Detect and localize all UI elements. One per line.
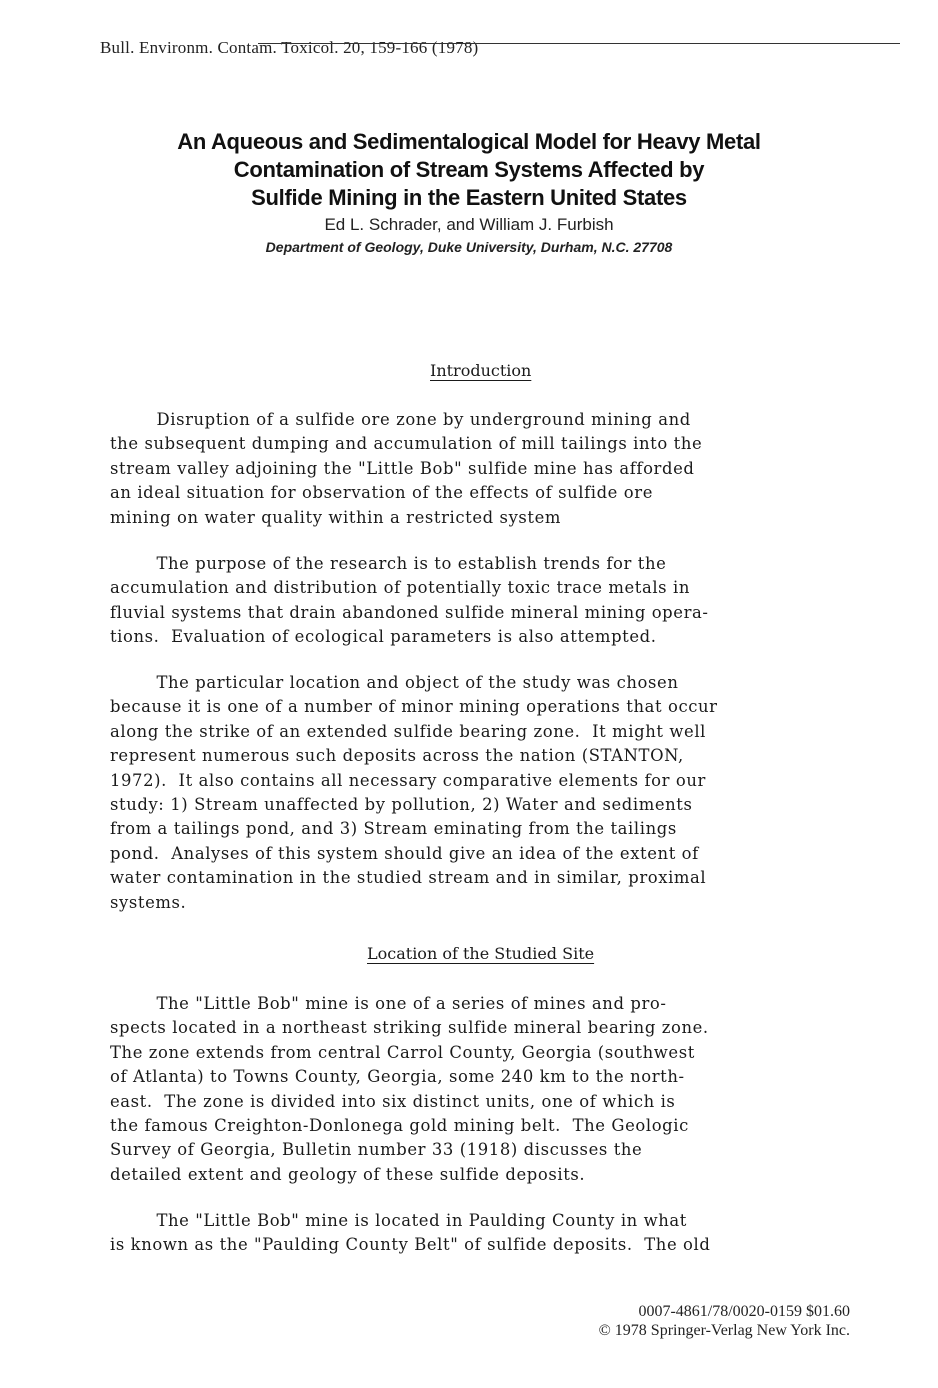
text-line: The "Little Bob" mine is one of a series of mines and pro- [110, 994, 667, 1013]
text-line: Disruption of a sulfide ore zone by underground mining and [110, 410, 691, 429]
text-line: east. The zone is divided into six distinct units, one of which is [110, 1091, 676, 1111]
journal-citation: Bull. Environm. Contam. Toxicol. 20, 159-166 (1978) [100, 38, 479, 57]
text-line: pond. Analyses of this system should give an idea of the extent of [110, 843, 699, 863]
authors: Ed L. Schrader, and William J. Furbish [324, 215, 614, 234]
text-line: stream valley adjoining the "Little Bob" sulfide mine has afforded [110, 458, 695, 478]
text-line: the subsequent dumping and accumulation of mill tailings into the [110, 434, 703, 454]
affiliation: Department of Geology, Duke University, Durham, N.C. 27708 [265, 239, 673, 255]
paper-title-line-3: Sulfide Mining in the Eastern United States [251, 185, 687, 210]
text-line: tions. Evaluation of ecological parameters is also attempted. [110, 627, 657, 647]
text-line: 1972). It also contains all necessary comparative elements for our [110, 770, 706, 790]
text-line: spects located in a northeast striking sulfide mineral bearing zone. [110, 1018, 709, 1038]
text-line: accumulation and distribution of potentially toxic trace metals in [110, 578, 690, 598]
paper-title-line-1: An Aqueous and Sedimentalogical Model for Heavy Metal [177, 129, 761, 154]
text-line: from a tailings pond, and 3) Stream eminating from the tailings [110, 819, 677, 839]
paragraph [110, 671, 842, 915]
text-line: water contamination in the studied stream and in similar, proximal [110, 868, 707, 888]
text-line: is known as the "Paulding County Belt" of sulfide deposits. The old [110, 1235, 711, 1255]
text-line: along the strike of an extended sulfide bearing zone. It might well [110, 721, 707, 741]
text-line: The particular location and object of the study was chosen [110, 673, 679, 692]
paragraph [110, 408, 842, 530]
text-line: represent numerous such deposits across the nation (STANTON, [110, 746, 684, 766]
paper-title-line-2: Contamination of Stream Systems Affected by [233, 157, 705, 182]
text-line: systems. [110, 892, 187, 912]
footer [599, 1302, 850, 1340]
text-line: fluvial systems that drain abandoned sulfide mineral mining opera- [110, 602, 709, 622]
text-line: study: 1) Stream unaffected by pollution, 2) Water and sediments [110, 795, 693, 815]
paragraph [110, 552, 842, 650]
header-rule [258, 43, 900, 44]
text-line: The zone extends from central Carrol County, Georgia (southwest [110, 1042, 695, 1062]
paragraph [110, 992, 842, 1187]
section-heading-introduction: Introduction [430, 361, 532, 380]
title-block [0, 128, 938, 257]
text-line: mining on water quality within a restricted system [110, 507, 562, 527]
text-line: because it is one of a number of minor mining operations that occur [110, 697, 718, 717]
paragraph [110, 1209, 842, 1258]
text-line: Survey of Georgia, Bulletin number 33 (1918) discusses the [110, 1140, 643, 1160]
text-line: The purpose of the research is to establish trends for the [110, 554, 667, 573]
section-heading-location: Location of the Studied Site [367, 944, 595, 963]
text-line: detailed extent and geology of these sulfide deposits. [110, 1164, 586, 1184]
text-line: the famous Creighton-Donlonega gold mining belt. The Geologic [110, 1116, 689, 1136]
text-line: an ideal situation for observation of the effects of sulfide ore [110, 483, 653, 503]
publication-code: 0007-4861/78/0020-0159 $01.60 [638, 1303, 850, 1320]
text-line: The "Little Bob" mine is located in Paulding County in what [110, 1211, 687, 1230]
copyright-notice: © 1978 Springer-Verlag New York Inc. [598, 1322, 850, 1339]
text-line: of Atlanta) to Towns County, Georgia, some 240 km to the north- [110, 1067, 685, 1087]
